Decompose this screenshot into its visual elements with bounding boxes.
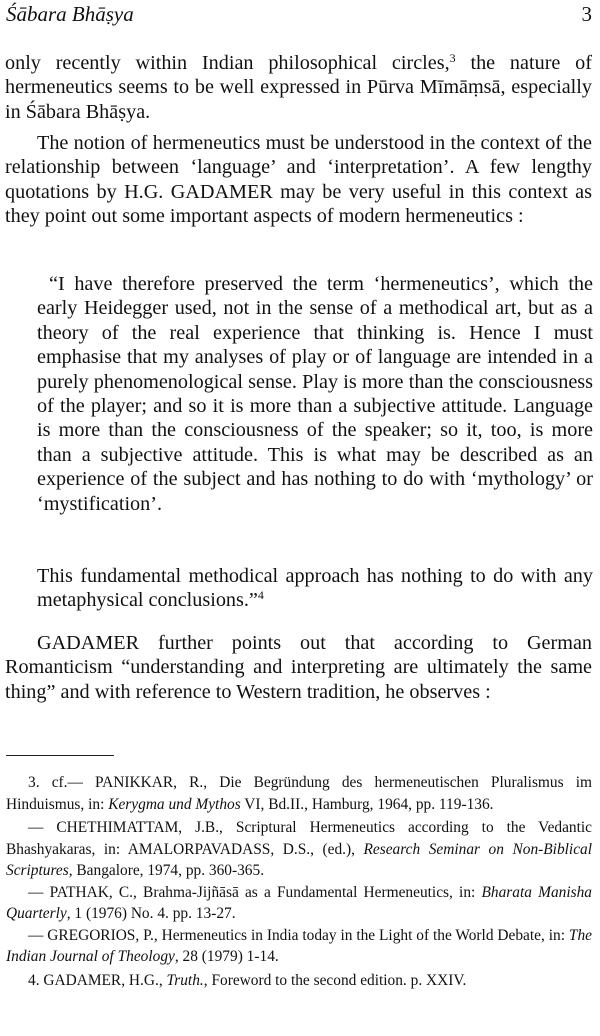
- footnote-4-title: Truth.: [166, 971, 204, 989]
- footnote-4: [6, 970, 592, 992]
- footnote-3-b-title: Research Seminar on Non-Biblical Scriptures: [6, 840, 592, 879]
- paragraph-1: [5, 51, 592, 124]
- footnote-3-a: [6, 772, 592, 815]
- footnote-ref-3: 3: [449, 51, 456, 65]
- footnote-3-b: [6, 817, 592, 882]
- footnote-3-a-text: 3. cf.— PANIKKAR, R., Die Begründung des hermeneutischen Pluralismus im Hinduismus, in:: [6, 774, 592, 813]
- block-quote-part-1: “I have therefore preserved the term ‘hermeneutics’, which the early Heidegger used, not in the sense of a methodical art, but as a theory of the real experience that thinking is. Hence I must emphasise that my analyses of play or of language are intended in a purely phenomenological sense. Play is more than the consciousness of the player; and so it is more than a subjective attitude. Language is more than the consciousness of the speaker; so it, too, is more than a subjective attitude. This is what may be described as an experience of the subject and has nothing to do with ‘mythology’ or ‘mystification’.: [37, 273, 593, 515]
- running-title: Śābara Bhāṣya: [6, 2, 134, 26]
- paragraph-3: GADAMER further points out that according to German Romanticism “understanding and interpreting are ultimately the same thing” and with reference to Western tradition, he observes :: [5, 632, 592, 703]
- footnote-3-c-text: — PATHAK, C., Brahma-Jijñāsā as a Fundamental Hermeneutics, in:: [28, 883, 482, 901]
- page-number: 3: [581, 2, 592, 26]
- footnote-separator: [6, 755, 114, 756]
- footnote-3-b-text: — CHETHIMATTAM, J.B., Scriptural Hermeneutics according to the Vedantic Bhashyakaras, in: AMALORPAVADASS, D.S., (ed.),: [6, 819, 592, 858]
- block-quote-part-2: [37, 564, 593, 613]
- footnotes: [6, 772, 592, 991]
- paragraph-2: The notion of hermeneutics must be understood in the context of the relationship between ‘language’ and ‘interpretation’. A few lengthy quotations by H.G. GADAMER may be very useful in this context as they point out some important aspects of modern hermeneutics :: [5, 132, 592, 228]
- footnote-4-end: , Foreword to the second edition. p. XXIV.: [203, 971, 467, 989]
- block-quote-part-2-text: This fundamental methodical approach has nothing to do with any metaphysical conclusions.”: [37, 565, 593, 612]
- footnote-3-c-end: , 1 (1976) No. 4. pp. 13-27.: [66, 905, 236, 922]
- footnote-ref-4: 4: [257, 588, 264, 603]
- footnote-3-c-title: Bharata Manisha Quarterly: [6, 883, 592, 922]
- footnote-3-d-text: — GREGORIOS, P., Hermeneutics in India today in the Light of the World Debate, in:: [28, 926, 569, 944]
- paragraph-1-text-a: only recently within Indian philosophical circles,: [5, 52, 450, 74]
- footnote-3-d: [6, 925, 592, 968]
- footnote-3-d-end: , 28 (1979) 1-14.: [174, 948, 279, 965]
- paragraph-1-text-b: the nature of hermeneutics seems to be well expressed in Pūrva Mīmāṃsā, especially in Śābara Bhāṣya.: [5, 52, 593, 123]
- footnote-3-d-title: The Indian Journal of Theology: [6, 926, 592, 965]
- running-header: [6, 2, 592, 28]
- footnote-3-b-end: , Bangalore, 1974, pp. 360-365.: [68, 862, 265, 879]
- footnote-3-c: [6, 882, 592, 925]
- footnote-3-a-end: VI, Bd.II., Hamburg, 1964, pp. 119-136.: [240, 795, 494, 813]
- footnote-3-a-title: Kerygma und Mythos: [108, 795, 241, 813]
- footnote-4-text: 4. GADAMER, H.G.,: [28, 971, 167, 989]
